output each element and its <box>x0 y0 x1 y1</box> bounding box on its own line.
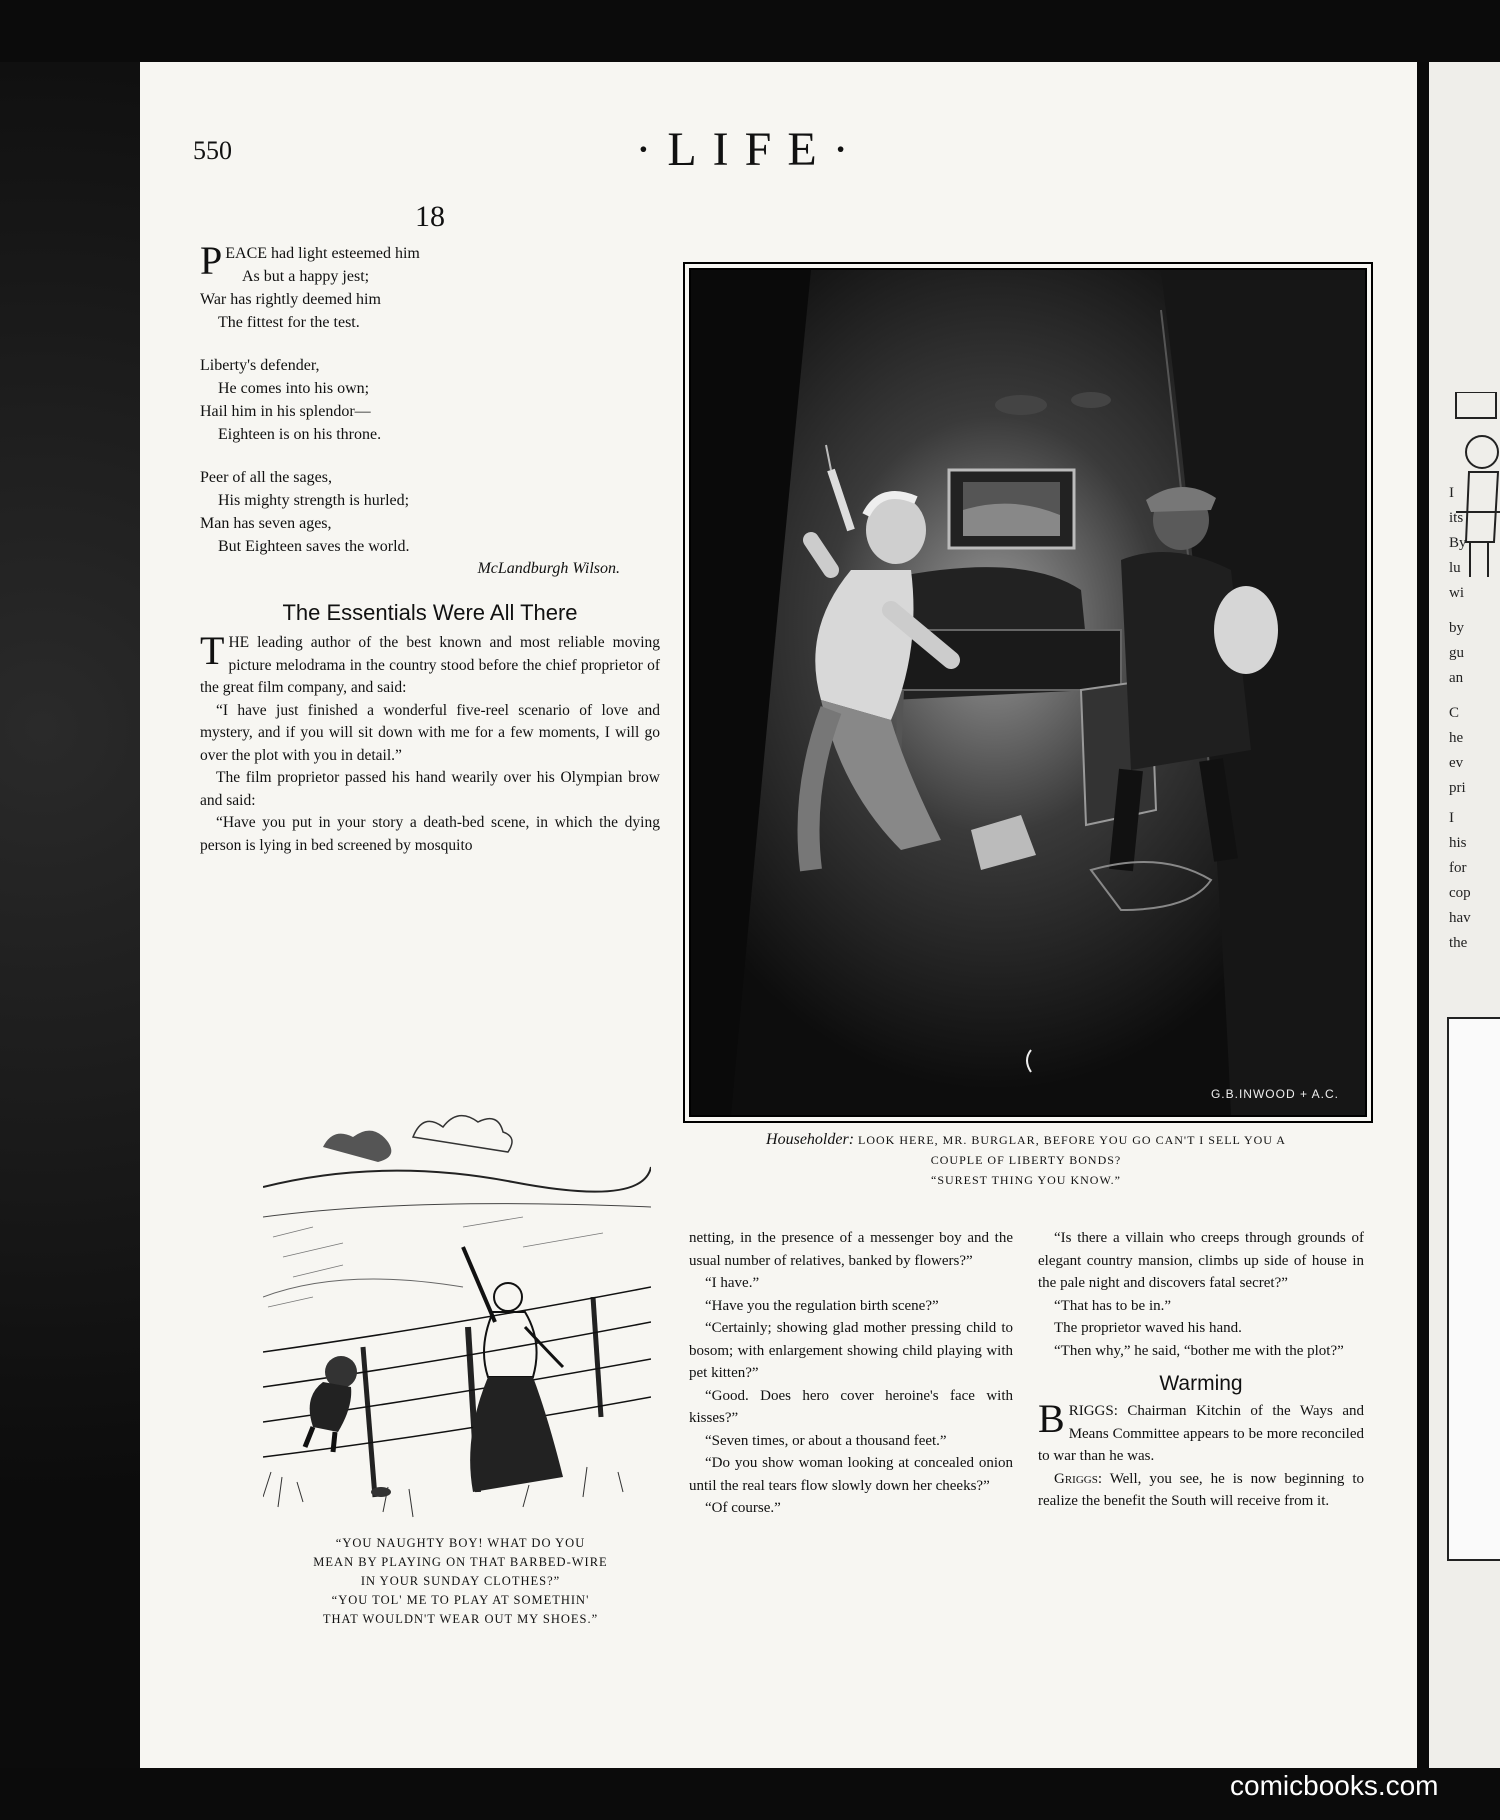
poem-line: War has rightly deemed him <box>200 291 381 308</box>
poem-author: McLandburgh Wilson. <box>477 560 620 577</box>
poem-stanza-3 <box>200 466 660 558</box>
adjacent-page-fragment: lu <box>1449 560 1461 576</box>
adjacent-page-fragment: cop <box>1449 885 1471 901</box>
artist-signature: G.B.INWOOD + A.C. <box>1210 1087 1339 1101</box>
adjacent-page-fragment: his <box>1449 835 1467 851</box>
adjacent-page-fragment: the <box>1449 935 1468 951</box>
adjacent-page-fragment: for <box>1449 860 1467 876</box>
cartoon-caption-line: “YOU NAUGHTY BOY! WHAT DO YOU <box>335 1536 586 1550</box>
adjacent-page-fragment: By <box>1449 535 1467 551</box>
caption-line: “SUREST THING YOU KNOW.” <box>931 1173 1121 1187</box>
article-paragraph: The film proprietor passed his hand wearily over his Olympian brow and said: <box>200 769 660 809</box>
poem-dropcap: P <box>200 238 223 283</box>
adjacent-page-fragment: pri <box>1449 780 1466 796</box>
caption-speaker: Householder: <box>766 1131 855 1148</box>
poem-line: Eighteen is on his throne. <box>218 426 382 443</box>
cartoon-caption-line: THAT WOULDN'T WEAR OUT MY SHOES.” <box>322 1612 599 1626</box>
illustration-caption <box>690 1130 1362 1190</box>
adjacent-page-fragment: I <box>1449 810 1454 826</box>
adjacent-page-fragment: its <box>1449 510 1464 526</box>
warming-speaker: Griggs: <box>1054 1470 1103 1487</box>
cartoon-caption-line: MEAN BY PLAYING ON THAT BARBED-WIRE <box>313 1555 608 1569</box>
article-dropcap: T <box>200 628 225 673</box>
adjacent-page-fragment: ev <box>1449 755 1464 771</box>
warming-title: Warming <box>1159 1372 1243 1395</box>
article-paragraph: “Then why,” he said, “bother me with the plot?” <box>1054 1342 1344 1359</box>
warming-body <box>1038 1396 1364 1513</box>
poem-line: Peer of all the sages, <box>200 469 332 486</box>
article-paragraph: “I have just finished a wonderful five-reel scenario of love and mystery, and if you will sit down with me for a few moments, I will go over the plot with you in detail.” <box>200 701 660 764</box>
poem-line: EACE had light esteemed him <box>225 245 420 262</box>
poem-line: But Eighteen saves the world. <box>218 538 410 555</box>
poem-line: As but a happy jest; <box>242 268 370 285</box>
cartoon-caption-line: IN YOUR SUNDAY CLOTHES?” <box>360 1574 561 1588</box>
poem-line: Man has seven ages, <box>200 515 332 532</box>
poem-line: He comes into his own; <box>218 380 370 397</box>
adjacent-page-fragment: an <box>1449 670 1464 686</box>
article-body-left <box>200 628 660 857</box>
article-paragraph: “Is there a villain who creeps through grounds of elegant country mansion, climbs up side of house in the pale night and discovers fatal secret?” <box>1038 1230 1364 1291</box>
adjacent-page-fragment: gu <box>1449 645 1464 661</box>
poem-line: The fittest for the test. <box>218 314 360 331</box>
adjacent-page-fragment: by <box>1449 620 1464 636</box>
masthead: ·LIFE· <box>635 123 865 176</box>
cartoon-caption-line: “YOU TOL' ME TO PLAY AT SOMETHIN' <box>331 1593 590 1607</box>
article-paragraph: “Of course.” <box>705 1500 781 1516</box>
article-body-right <box>1038 1227 1364 1362</box>
poem-line: Liberty's defender, <box>200 357 320 374</box>
burglar-illustration <box>689 268 1367 1117</box>
adjacent-page-fragment: hav <box>1449 910 1471 926</box>
article-paragraph: “Seven times, or about a thousand feet.” <box>705 1432 947 1449</box>
article-paragraph: “Certainly; showing glad mother pressing child to bosom; with enlargement showing child playing with pet kitten?” <box>689 1320 1013 1381</box>
poem-title: 18 <box>415 200 445 233</box>
barbed-wire-cartoon <box>263 1097 651 1525</box>
warming-dropcap: B <box>1038 1396 1065 1441</box>
left-column <box>200 200 660 857</box>
adjacent-page-fragment: C <box>1449 705 1460 721</box>
adjacent-page-fragment: he <box>1449 730 1464 746</box>
poem-line: Hail him in his splendor— <box>200 403 371 420</box>
poem-line: His mighty strength is hurled; <box>218 492 410 509</box>
article-title: The Essentials Were All There <box>282 600 578 625</box>
poem-stanza-1 <box>200 238 660 334</box>
caption-line: LOOK HERE, MR. BURGLAR, BEFORE YOU GO CAN'T I SELL YOU A <box>858 1133 1286 1147</box>
page-gutter <box>1417 62 1429 1768</box>
middle-column <box>689 1227 1013 1520</box>
warming-paragraph: BRIGGS: Chairman Kitchin of the Ways and Means Committee appears to be more reconciled to war than he was. <box>1038 1396 1364 1464</box>
article-paragraph: “Do you show woman looking at concealed onion until the real tears flow slowly down her cheeks?” <box>689 1455 1013 1494</box>
poem-stanza-2 <box>200 354 660 446</box>
scan-border-left <box>0 0 140 1820</box>
burglar-illustration-drawing <box>691 270 1365 1115</box>
article-paragraph: “I have.” <box>705 1275 760 1291</box>
adjacent-page-frame <box>1447 1017 1500 1561</box>
article-paragraph: netting, in the presence of a messenger boy and the usual number of relatives, banked by flowers?” <box>689 1230 1013 1269</box>
warming-paragraph: Griggs: Well, you see, he is now beginning to realize the benefit the South will receive from it. <box>1038 1470 1364 1509</box>
article-body-middle <box>689 1227 1013 1520</box>
article-paragraph: “Have you put in your story a death-bed scene, in which the dying person is lying in bed screened by mosquito <box>200 814 660 854</box>
warming-speaker: RIGGS: <box>1068 1403 1118 1419</box>
article-paragraph: The proprietor waved his hand. <box>1054 1320 1242 1336</box>
article-paragraph: “Good. Does hero cover heroine's face with kisses?” <box>689 1387 1013 1426</box>
adjacent-page <box>1429 62 1500 1768</box>
article-paragraph: “Have you the regulation birth scene?” <box>705 1297 939 1314</box>
adjacent-page-fragment: I <box>1449 485 1454 501</box>
page-number: 550 <box>193 136 232 165</box>
right-column <box>1038 1227 1364 1513</box>
watermark: comicbooks.com <box>1230 1770 1439 1801</box>
article-paragraph: THE leading author of the best known and most reliable moving picture melodrama in the country stood before the chief proprietor of the great film company, and said: <box>200 628 660 696</box>
scan-border-top <box>0 0 1500 62</box>
cartoon-caption <box>283 1534 638 1629</box>
adjacent-page-fragment: wi <box>1449 585 1464 601</box>
article-paragraph: “That has to be in.” <box>1054 1297 1172 1314</box>
caption-line: COUPLE OF LIBERTY BONDS? <box>930 1153 1122 1167</box>
